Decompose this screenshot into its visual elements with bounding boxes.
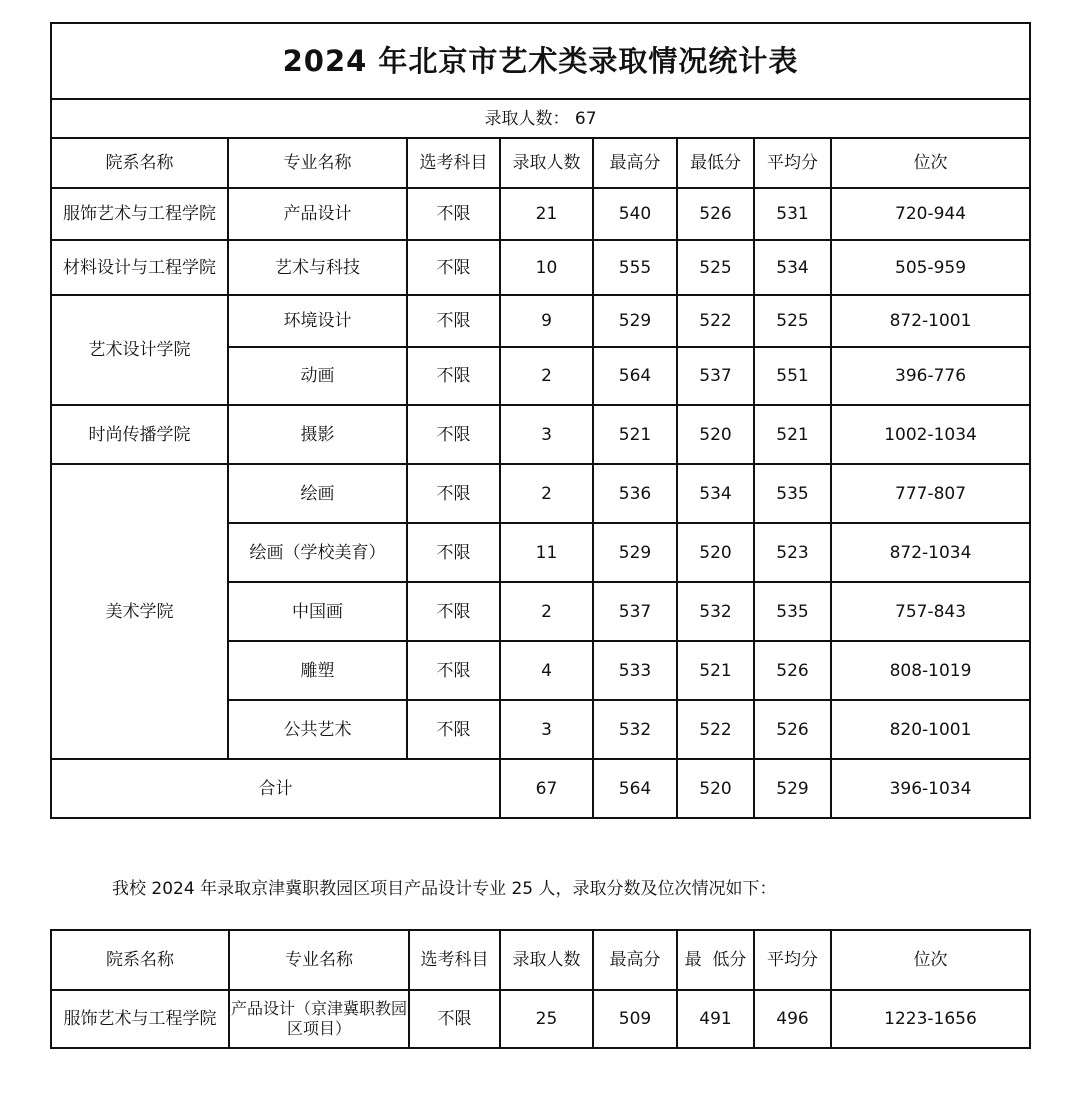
avg-score-cell: 535 (754, 582, 831, 641)
subject-cell: 不限 (407, 700, 500, 759)
header-count: 录取人数 (500, 138, 593, 188)
min-score-cell: 522 (677, 295, 754, 347)
subject-cell: 不限 (407, 464, 500, 523)
table-row (51, 295, 1030, 347)
count-cell: 2 (500, 582, 593, 641)
major-cell: 产品设计 (228, 188, 407, 240)
subject-cell: 不限 (407, 582, 500, 641)
total-max-cell: 564 (593, 759, 677, 818)
table-row (51, 464, 1030, 523)
major-cell: 雕塑 (228, 641, 407, 700)
min-score-cell: 526 (677, 188, 754, 240)
header-subject: 选考科目 (409, 930, 500, 990)
admission-statistics-table (50, 22, 1031, 819)
rank-cell: 777-807 (831, 464, 1030, 523)
count-cell: 2 (500, 464, 593, 523)
header-major: 专业名称 (229, 930, 409, 990)
max-score-cell: 521 (593, 405, 677, 464)
major-cell: 公共艺术 (228, 700, 407, 759)
college-cell: 服饰艺术与工程学院 (51, 188, 228, 240)
avg-score-cell: 531 (754, 188, 831, 240)
header-avg: 平均分 (754, 930, 831, 990)
header-avg: 平均分 (754, 138, 831, 188)
max-score-cell: 555 (593, 240, 677, 295)
major-cell: 绘画 (228, 464, 407, 523)
count-cell: 3 (500, 405, 593, 464)
min-score-cell: 491 (677, 990, 754, 1048)
avg-score-cell: 526 (754, 641, 831, 700)
college-cell: 艺术设计学院 (51, 295, 228, 405)
max-score-cell: 536 (593, 464, 677, 523)
max-score-cell: 532 (593, 700, 677, 759)
max-score-cell: 529 (593, 523, 677, 582)
avg-score-cell: 535 (754, 464, 831, 523)
rank-cell: 872-1034 (831, 523, 1030, 582)
header-min: 最 低分 (677, 930, 754, 990)
avg-score-cell: 496 (754, 990, 831, 1048)
admit-count-summary: 录取人数： 67 (51, 99, 1030, 138)
table-row (51, 405, 1030, 464)
avg-score-cell: 523 (754, 523, 831, 582)
count-cell: 2 (500, 347, 593, 405)
subject-cell: 不限 (407, 641, 500, 700)
major-cell: 产品设计（京津冀职教园区项目） (229, 990, 409, 1048)
header-min: 最低分 (677, 138, 754, 188)
total-row (51, 759, 1030, 818)
min-score-cell: 521 (677, 641, 754, 700)
count-cell: 25 (500, 990, 593, 1048)
major-cell: 绘画（学校美育） (228, 523, 407, 582)
max-score-cell: 529 (593, 295, 677, 347)
subject-cell: 不限 (407, 347, 500, 405)
college-cell: 时尚传播学院 (51, 405, 228, 464)
table-header-row (51, 930, 1030, 990)
max-score-cell: 564 (593, 347, 677, 405)
subject-cell: 不限 (407, 405, 500, 464)
count-cell: 21 (500, 188, 593, 240)
header-college: 院系名称 (51, 138, 228, 188)
major-cell: 艺术与科技 (228, 240, 407, 295)
header-max: 最高分 (593, 138, 677, 188)
total-count-cell: 67 (500, 759, 593, 818)
header-major: 专业名称 (228, 138, 407, 188)
table-row (51, 240, 1030, 295)
min-score-cell: 534 (677, 464, 754, 523)
header-subject: 选考科目 (407, 138, 500, 188)
table-title: 2024 年北京市艺术类录取情况统计表 (51, 23, 1030, 99)
rank-cell: 808-1019 (831, 641, 1030, 700)
count-cell: 9 (500, 295, 593, 347)
header-college: 院系名称 (51, 930, 229, 990)
min-score-cell: 537 (677, 347, 754, 405)
rank-cell: 505-959 (831, 240, 1030, 295)
total-label: 合计 (51, 759, 500, 818)
note-paragraph: 我校 2024 年录取京津冀职教园区项目产品设计专业 25 人，录取分数及位次情况如下： (112, 879, 777, 899)
max-score-cell: 533 (593, 641, 677, 700)
avg-score-cell: 534 (754, 240, 831, 295)
min-score-cell: 520 (677, 523, 754, 582)
rank-cell: 820-1001 (831, 700, 1030, 759)
count-cell: 3 (500, 700, 593, 759)
min-score-cell: 532 (677, 582, 754, 641)
total-min-cell: 520 (677, 759, 754, 818)
rank-cell: 757-843 (831, 582, 1030, 641)
subject-cell: 不限 (407, 240, 500, 295)
major-cell: 中国画 (228, 582, 407, 641)
total-avg-cell: 529 (754, 759, 831, 818)
avg-score-cell: 525 (754, 295, 831, 347)
min-score-cell: 525 (677, 240, 754, 295)
header-max: 最高分 (593, 930, 677, 990)
major-cell: 摄影 (228, 405, 407, 464)
subject-cell: 不限 (409, 990, 500, 1048)
rank-cell: 1002-1034 (831, 405, 1030, 464)
header-count: 录取人数 (500, 930, 593, 990)
rank-cell: 872-1001 (831, 295, 1030, 347)
rank-cell: 1223-1656 (831, 990, 1030, 1048)
subject-cell: 不限 (407, 295, 500, 347)
college-cell: 美术学院 (51, 464, 228, 759)
table-row (51, 990, 1030, 1048)
college-cell: 服饰艺术与工程学院 (51, 990, 229, 1048)
table-header-row (51, 138, 1030, 188)
college-cell: 材料设计与工程学院 (51, 240, 228, 295)
max-score-cell: 540 (593, 188, 677, 240)
table-row (51, 188, 1030, 240)
subject-cell: 不限 (407, 523, 500, 582)
header-rank: 位次 (831, 138, 1030, 188)
subject-cell: 不限 (407, 188, 500, 240)
major-cell: 动画 (228, 347, 407, 405)
min-score-cell: 520 (677, 405, 754, 464)
rank-cell: 720-944 (831, 188, 1030, 240)
count-cell: 11 (500, 523, 593, 582)
major-cell: 环境设计 (228, 295, 407, 347)
total-rank-cell: 396-1034 (831, 759, 1030, 818)
rank-cell: 396-776 (831, 347, 1030, 405)
avg-score-cell: 521 (754, 405, 831, 464)
count-cell: 4 (500, 641, 593, 700)
max-score-cell: 537 (593, 582, 677, 641)
avg-score-cell: 551 (754, 347, 831, 405)
min-score-cell: 522 (677, 700, 754, 759)
vocational-park-table (50, 929, 1031, 1049)
max-score-cell: 509 (593, 990, 677, 1048)
count-cell: 10 (500, 240, 593, 295)
avg-score-cell: 526 (754, 700, 831, 759)
header-rank: 位次 (831, 930, 1030, 990)
